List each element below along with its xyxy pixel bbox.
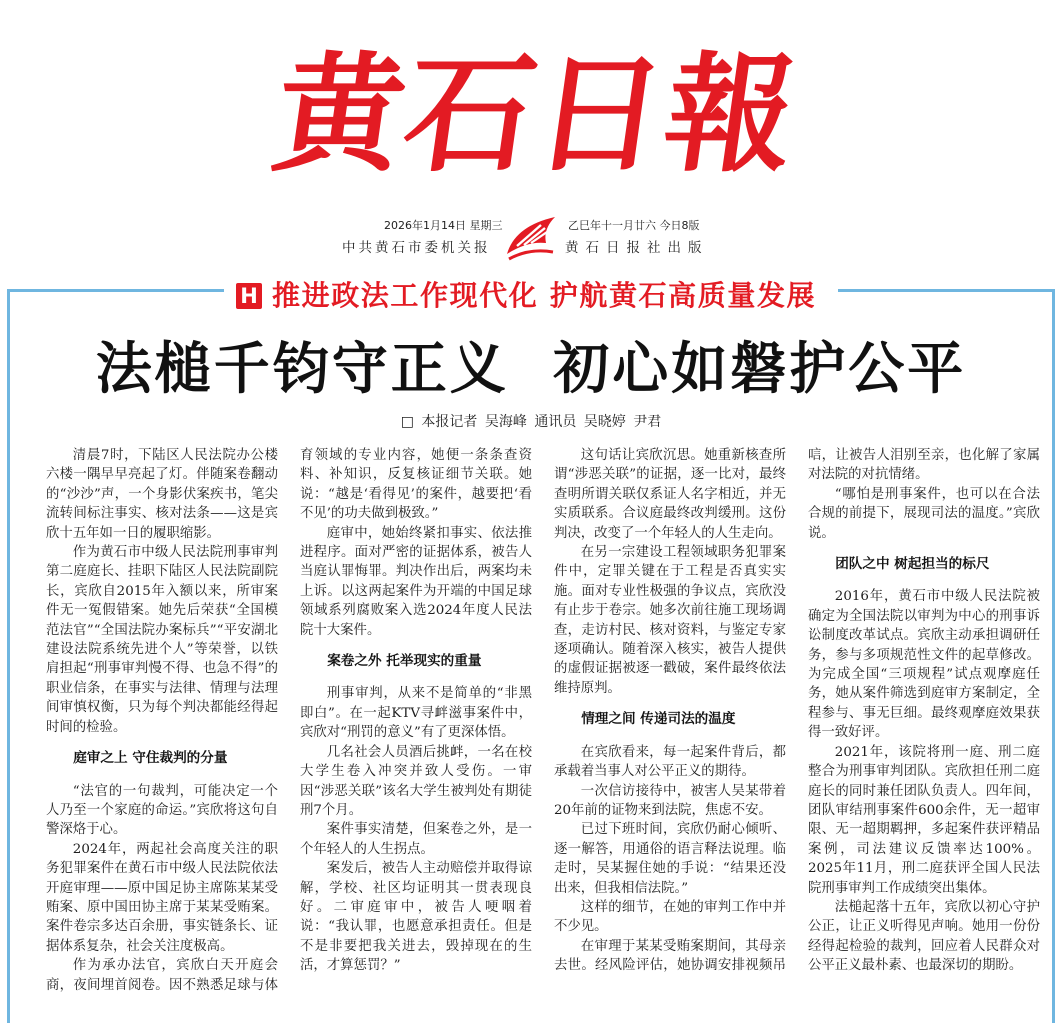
body-paragraph: 清晨7时，下陆区人民法院办公楼六楼一隅早早亮起了灯。伴随案卷翻动的“沙沙”声，一个身影伏案疾书，笔尖流转间标注事实、核对法条——这是宾欣十五年如一日的履职缩影。: [46, 448, 278, 541]
article-headline: 法槌千钧守正义 初心如磐护公平: [95, 337, 967, 402]
section-subheading: 庭审之上 守住裁判的分量: [73, 750, 228, 767]
body-paragraph: 一次信访接待中，被害人吴某带着20年前的证物来到法院，焦虑不安。: [554, 783, 786, 818]
body-paragraph: 作为黄石市中级人民法院刑事审判第二庭庭长、挂职下陆区人民法院副院长，宾欣自2015年入额以来，所审案件无一冤假错案。她先后荣获“全国模范法官”“全国法院办案标兵”“平安湖北建设法院系统先进个人”等荣誉，以铁肩担起“刑事审判慢不得、也急不得”的职业信条，在事实与法律、情理与法理间审慎权衡，只为每个判决都能经得起时间的检验。: [46, 545, 278, 735]
body-paragraph: 这句话让宾欣沉思。她重新核查所谓“涉恶关联”的证据，逐一比对，最终查明所谓关联仅系证人名字相近，并无实质联系。合议庭最终改判缓刑。这份判决，改变了一个年轻人的人生走向。: [554, 448, 786, 541]
body-paragraph: 已过下班时间，宾欣仍耐心倾听、逐一解答，用通俗的语言释法说理。临走时，吴某握住她的手说：“结果还没出来，但我相信法院。”: [554, 822, 786, 896]
section-subheading: 情理之间 传递司法的温度: [581, 711, 736, 728]
section-subheading: 团队之中 树起担当的标尺: [835, 556, 990, 573]
section-subheading: 案卷之外 托举现实的重量: [327, 653, 482, 670]
body-paragraph: 在宾欣看来，每一起案件背后，都承载着当事人对公平正义的期待。: [554, 744, 786, 780]
newspaper-logo-icon: [503, 212, 559, 262]
body-paragraph: 法槌起落十五年，宾欣以初心守护公正，让正义听得见声响。她用一份份经得起检验的裁判，回应着人民群众对公平正义最朴素、也最深切的期盼。: [808, 899, 1040, 974]
organ-label: 中共黄石市委机关报: [342, 240, 491, 256]
body-paragraph: “哪怕是刑事案件，也可以在合法合规的前提下，展现司法的温度。”宾欣说。: [808, 486, 1040, 541]
section-banner: [224, 277, 838, 315]
lunar-date-and-pages: 乙巳年十一月廿六 今日8版: [568, 219, 700, 232]
body-paragraph: 2024年，两起社会高度关注的职务犯罪案件在黄石市中级人民法院依法开庭审理——原中国足协主席陈某某受贿案、原中国田协主席于某某受贿案。案件卷宗多达百余册，事实链条长、证据体系复杂，社会关注度极高。: [46, 841, 278, 954]
body-paragraph: 2021年，该院将刑一庭、刑二庭整合为刑事审判团队。宾欣担任刑二庭庭长的同时兼任团队负责人。四年间，团队审结刑事案件600余件，无一超审限、无一超期羁押，多起案件获评精品案例，司法建议反馈率达100%。2025年11月，刑二庭获评全国人民法院刑事审判工作成绩突出集体。: [808, 744, 1040, 896]
h-badge-icon: H: [236, 283, 262, 309]
article-body: [46, 446, 1040, 1020]
newspaper-masthead-title: 黄石日報: [265, 40, 807, 190]
article-byline: □ 本报记者 吴海峰 通讯员 吴晓婷 尹君: [400, 414, 662, 430]
body-paragraph: 庭审中，她始终紧扣事实、依法推进程序。面对严密的证据体系，被告人当庭认罪悔罪。判决作出后，两案均未上诉。以这两起案件为开端的中国足球领域系列腐败案入选2024年度人民法院十大案件。: [300, 525, 532, 638]
body-paragraph: 案发后，被告人主动赔偿并取得谅解，学校、社区均证明其一贯表现良好。二审庭审中，被告人哽咽着说：“我认罪，也愿意承担责任。但是不是非要把我关进去，毁掉现在的生活，才算惩罚？”: [300, 861, 532, 974]
body-paragraph: 案件事实清楚，但案卷之外，是一个年轻人的人生拐点。: [300, 822, 532, 857]
body-paragraph: 作为承办法官，宾欣白天开庭会商，夜间埋首阅卷。因不熟悉足球与体育领域的专业内容，她便一条条查资料、补知识，反复核证细节关联。她说：“越是‘看得见’的案件，越要把‘看不见’的功夫做到极致。”: [46, 448, 532, 993]
publisher-label: 黄石日报社出版: [565, 240, 709, 256]
issue-date: 2026年1月14日 星期三: [384, 219, 503, 232]
body-paragraph: 在另一宗建设工程领域职务犯罪案件中，定罪关键在于工程是否真实实施。面对专业性极强的争议点，宾欣没有止步于卷宗。她多次前往施工现场调查，走访村民、核对资料，与鉴定专家逐项确认。随着深入核实，被告人提供的虚假证据被逐一戳破，案件最终依法维持原判。: [554, 545, 786, 696]
banner-title: 推进政法工作现代化 护航黄石高质量发展: [272, 279, 817, 312]
body-paragraph: 在审理于某某受贿案期间，其母亲去世。经风险评估，她协调安排视频吊唁，让被告人泪别至亲，也化解了家属对法院的对抗情绪。: [554, 448, 1040, 974]
body-paragraph: 2016年，黄石市中级人民法院被确定为全国法院以审判为中心的刑事诉讼制度改革试点。宾欣主动承担调研任务，参与多项规范性文件的起草修改。为完成全国“三项规程”试点观摩庭任务，她从案件筛选到庭审方案制定，全程参与、事无巨细。最终观摩庭效果获得一致好评。: [808, 589, 1040, 741]
body-paragraph: “法官的一句裁判，可能决定一个人乃至一个家庭的命运。”宾欣将这句自警深烙于心。: [46, 783, 278, 838]
body-paragraph: 这样的细节，在她的审判工作中并不少见。: [554, 899, 786, 935]
body-paragraph: 刑事审判，从来不是简单的“非黑即白”。在一起KTV寻衅滋事案件中，宾欣对“刑罚的意义”有了更深体悟。: [300, 686, 532, 741]
body-paragraph: 几名社会人员酒后挑衅，一名在校大学生卷入冲突并致人受伤。一审因“涉恶关联”该名大学生被判处有期徒刑7个月。: [300, 744, 532, 818]
